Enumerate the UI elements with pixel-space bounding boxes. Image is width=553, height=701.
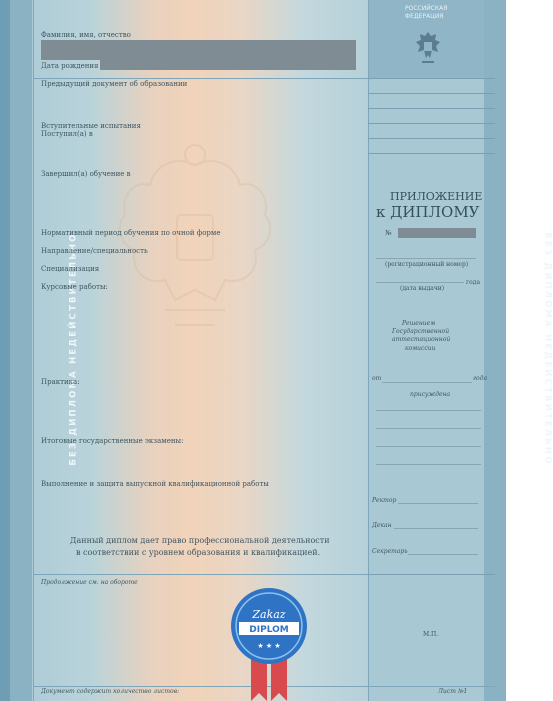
- rights-text-line1: Данный диплом дает право профессиональной деятельности: [70, 536, 330, 545]
- label-number: №: [385, 229, 392, 237]
- label-dean: Декан: [372, 522, 392, 529]
- label-birth-date: Дата рождения: [41, 62, 99, 70]
- underline: [382, 382, 472, 383]
- left-side-text: БЕЗ ДИПЛОМА НЕДЕЙСТВИТЕЛЬНО: [68, 232, 79, 466]
- label-awarded: присуждена: [410, 391, 451, 398]
- label-coursework: Курсовые работы:: [41, 283, 108, 291]
- redacted-number: [398, 228, 476, 238]
- seal-badge-icon: [229, 586, 309, 666]
- label-practice: Практика:: [41, 378, 80, 386]
- continued-note: Продолжение см. на обороте: [41, 579, 138, 586]
- underline: [376, 410, 481, 411]
- divider-line: [33, 0, 34, 701]
- underline: [376, 428, 481, 429]
- label-entrance-exams: Вступительные испытания: [41, 122, 141, 130]
- label-direction: Направление/специальность: [41, 247, 148, 255]
- underline: [376, 446, 481, 447]
- commission-line3: аттестационной: [392, 336, 451, 343]
- label-from: от: [372, 375, 382, 382]
- country-line1: РОССИЙСКАЯ: [405, 5, 448, 12]
- right-side-strip: [484, 0, 506, 701]
- right-side-text: БЕЗ ДИПЛОМА НЕДЕЙСТВИТЕЛЬНО: [542, 232, 553, 466]
- divider-line: [368, 153, 495, 154]
- seal-text-bottom: DIPLOM: [249, 625, 289, 635]
- footer-sheet-number: Лист №1: [438, 688, 468, 695]
- label-specialization: Специализация: [41, 265, 100, 273]
- divider-line: [33, 574, 368, 575]
- coat-of-arms-icon: [413, 28, 443, 68]
- label-secretary: Секретарь: [372, 548, 408, 555]
- divider-line: [368, 0, 369, 701]
- left-side-strip: [10, 0, 32, 701]
- label-prev-doc: Предыдущий документ об образовании: [41, 80, 188, 88]
- divider-line: [368, 138, 495, 139]
- label-state-exams: Итоговые государственные экзамены:: [41, 437, 184, 445]
- redacted-birth-date: [100, 60, 356, 70]
- underline: [376, 464, 481, 465]
- label-issue-date: (дата выдачи): [400, 285, 445, 292]
- appendix-title: ПРИЛОЖЕНИЕ: [390, 190, 483, 203]
- divider-line: [368, 93, 495, 94]
- divider-line: [368, 108, 495, 109]
- underline: [376, 258, 476, 259]
- divider-line: [33, 78, 368, 79]
- country-line2: ФЕДЕРАЦИЯ: [405, 13, 444, 20]
- commission-line1: Решением: [402, 320, 436, 327]
- seal-text-top: Zakaz: [252, 608, 286, 621]
- label-finished: Завершил(а) обучение в: [41, 170, 131, 178]
- left-edge-border: [0, 0, 10, 701]
- label-final-work: Выполнение и защита выпускной квалификационной работы: [41, 480, 269, 488]
- label-rector: Ректор: [372, 497, 397, 504]
- label-year2: года: [473, 375, 488, 382]
- label-reg-number: (регистрационный номер): [385, 261, 469, 268]
- footer-sheet-count: Документ содержит количество листов:: [41, 688, 180, 695]
- underline: [394, 528, 478, 529]
- svg-text:★ ★ ★: ★ ★ ★: [257, 642, 281, 650]
- stamp-place-label: М.П.: [423, 631, 439, 638]
- label-normative-period: Нормативный период обучения по очной форме: [41, 229, 221, 237]
- divider-line: [368, 574, 495, 575]
- appendix-subtitle: к ДИПЛОМУ: [376, 203, 480, 221]
- label-year: года: [466, 279, 481, 286]
- redacted-name: [41, 40, 356, 50]
- underline: [376, 282, 464, 283]
- underline: [408, 554, 478, 555]
- underline: [398, 503, 478, 504]
- label-enrolled: Поступил(а) в: [41, 130, 93, 138]
- rights-text-line2: в соответствии с уровнем образования и квалификацией.: [76, 548, 321, 557]
- label-full-name: Фамилия, имя, отчество: [41, 31, 131, 39]
- divider-line: [368, 123, 495, 124]
- commission-line4: комиссии: [405, 345, 436, 352]
- divider-line: [368, 78, 495, 79]
- redacted-name: [41, 50, 356, 60]
- commission-line2: Государственной: [392, 328, 450, 335]
